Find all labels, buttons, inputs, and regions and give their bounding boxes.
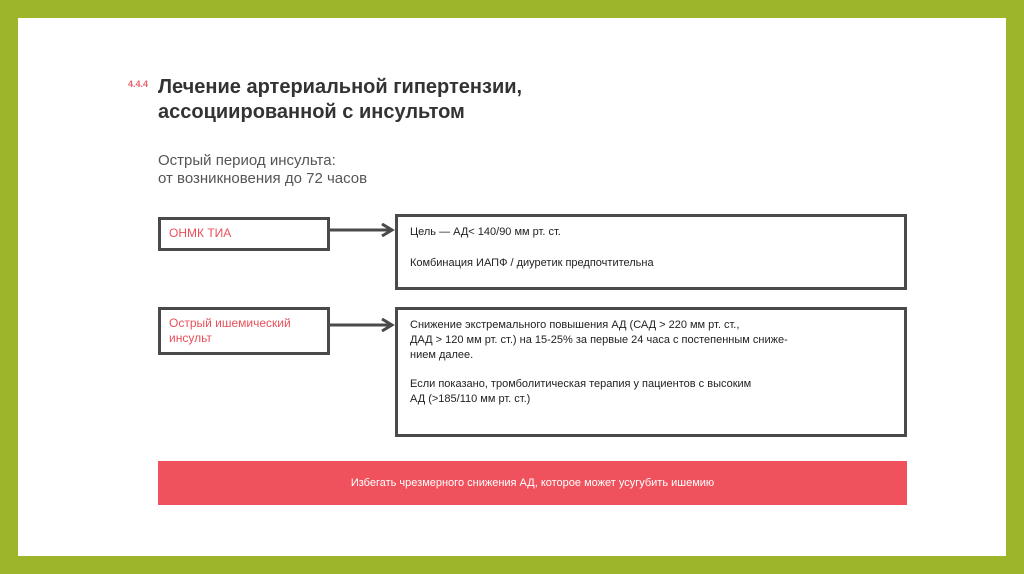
content-text: нием далее. xyxy=(410,349,474,361)
content-text: Комбинация ИАПФ / диуретик предпочтительна xyxy=(410,257,654,269)
content-text: АД (>185/110 мм рт. ст.) xyxy=(410,393,531,405)
subtitle-line-1: Острый период инсульта: xyxy=(158,152,336,169)
content-text: ДАД > 120 мм рт. ст.) на 15-25% за первые 24 часа с постепенным сниже- xyxy=(410,334,788,346)
content-text: Цель — АД< 140/90 мм рт. ст. xyxy=(410,226,561,238)
arrow-right-icon xyxy=(330,318,396,332)
warning-banner xyxy=(158,461,907,505)
label-ischemic-line-2: инсульт xyxy=(169,331,212,345)
content-box-ischemic-stroke xyxy=(395,307,907,437)
slide-title xyxy=(158,75,678,125)
content-box-onmk-tia xyxy=(395,214,907,290)
label-ischemic-line-1: Острый ишемический xyxy=(169,316,291,330)
slide xyxy=(18,18,1006,556)
slide-subtitle xyxy=(158,152,558,188)
subtitle-line-2: от возникновения до 72 часов xyxy=(158,170,368,187)
arrow-right-icon xyxy=(330,223,396,237)
label-onmk-tia: ОНМК ТИА xyxy=(169,226,232,240)
label-box-onmk-tia xyxy=(158,217,330,251)
title-line-1: Лечение артериальной гипертензии, xyxy=(158,76,523,98)
title-line-2: ассоциированной с инсультом xyxy=(158,101,465,123)
section-number: 4.4.4 xyxy=(128,79,149,89)
content-text: Снижение экстремального повышения АД (САД > 220 мм рт. ст., xyxy=(410,319,740,331)
label-box-ischemic-stroke xyxy=(158,307,330,355)
warning-banner-text: Избегать чрезмерного снижения АД, которое может усугубить ишемию xyxy=(350,477,715,489)
content-text: Если показано, тромболитическая терапия у пациентов с высоким xyxy=(410,378,752,390)
